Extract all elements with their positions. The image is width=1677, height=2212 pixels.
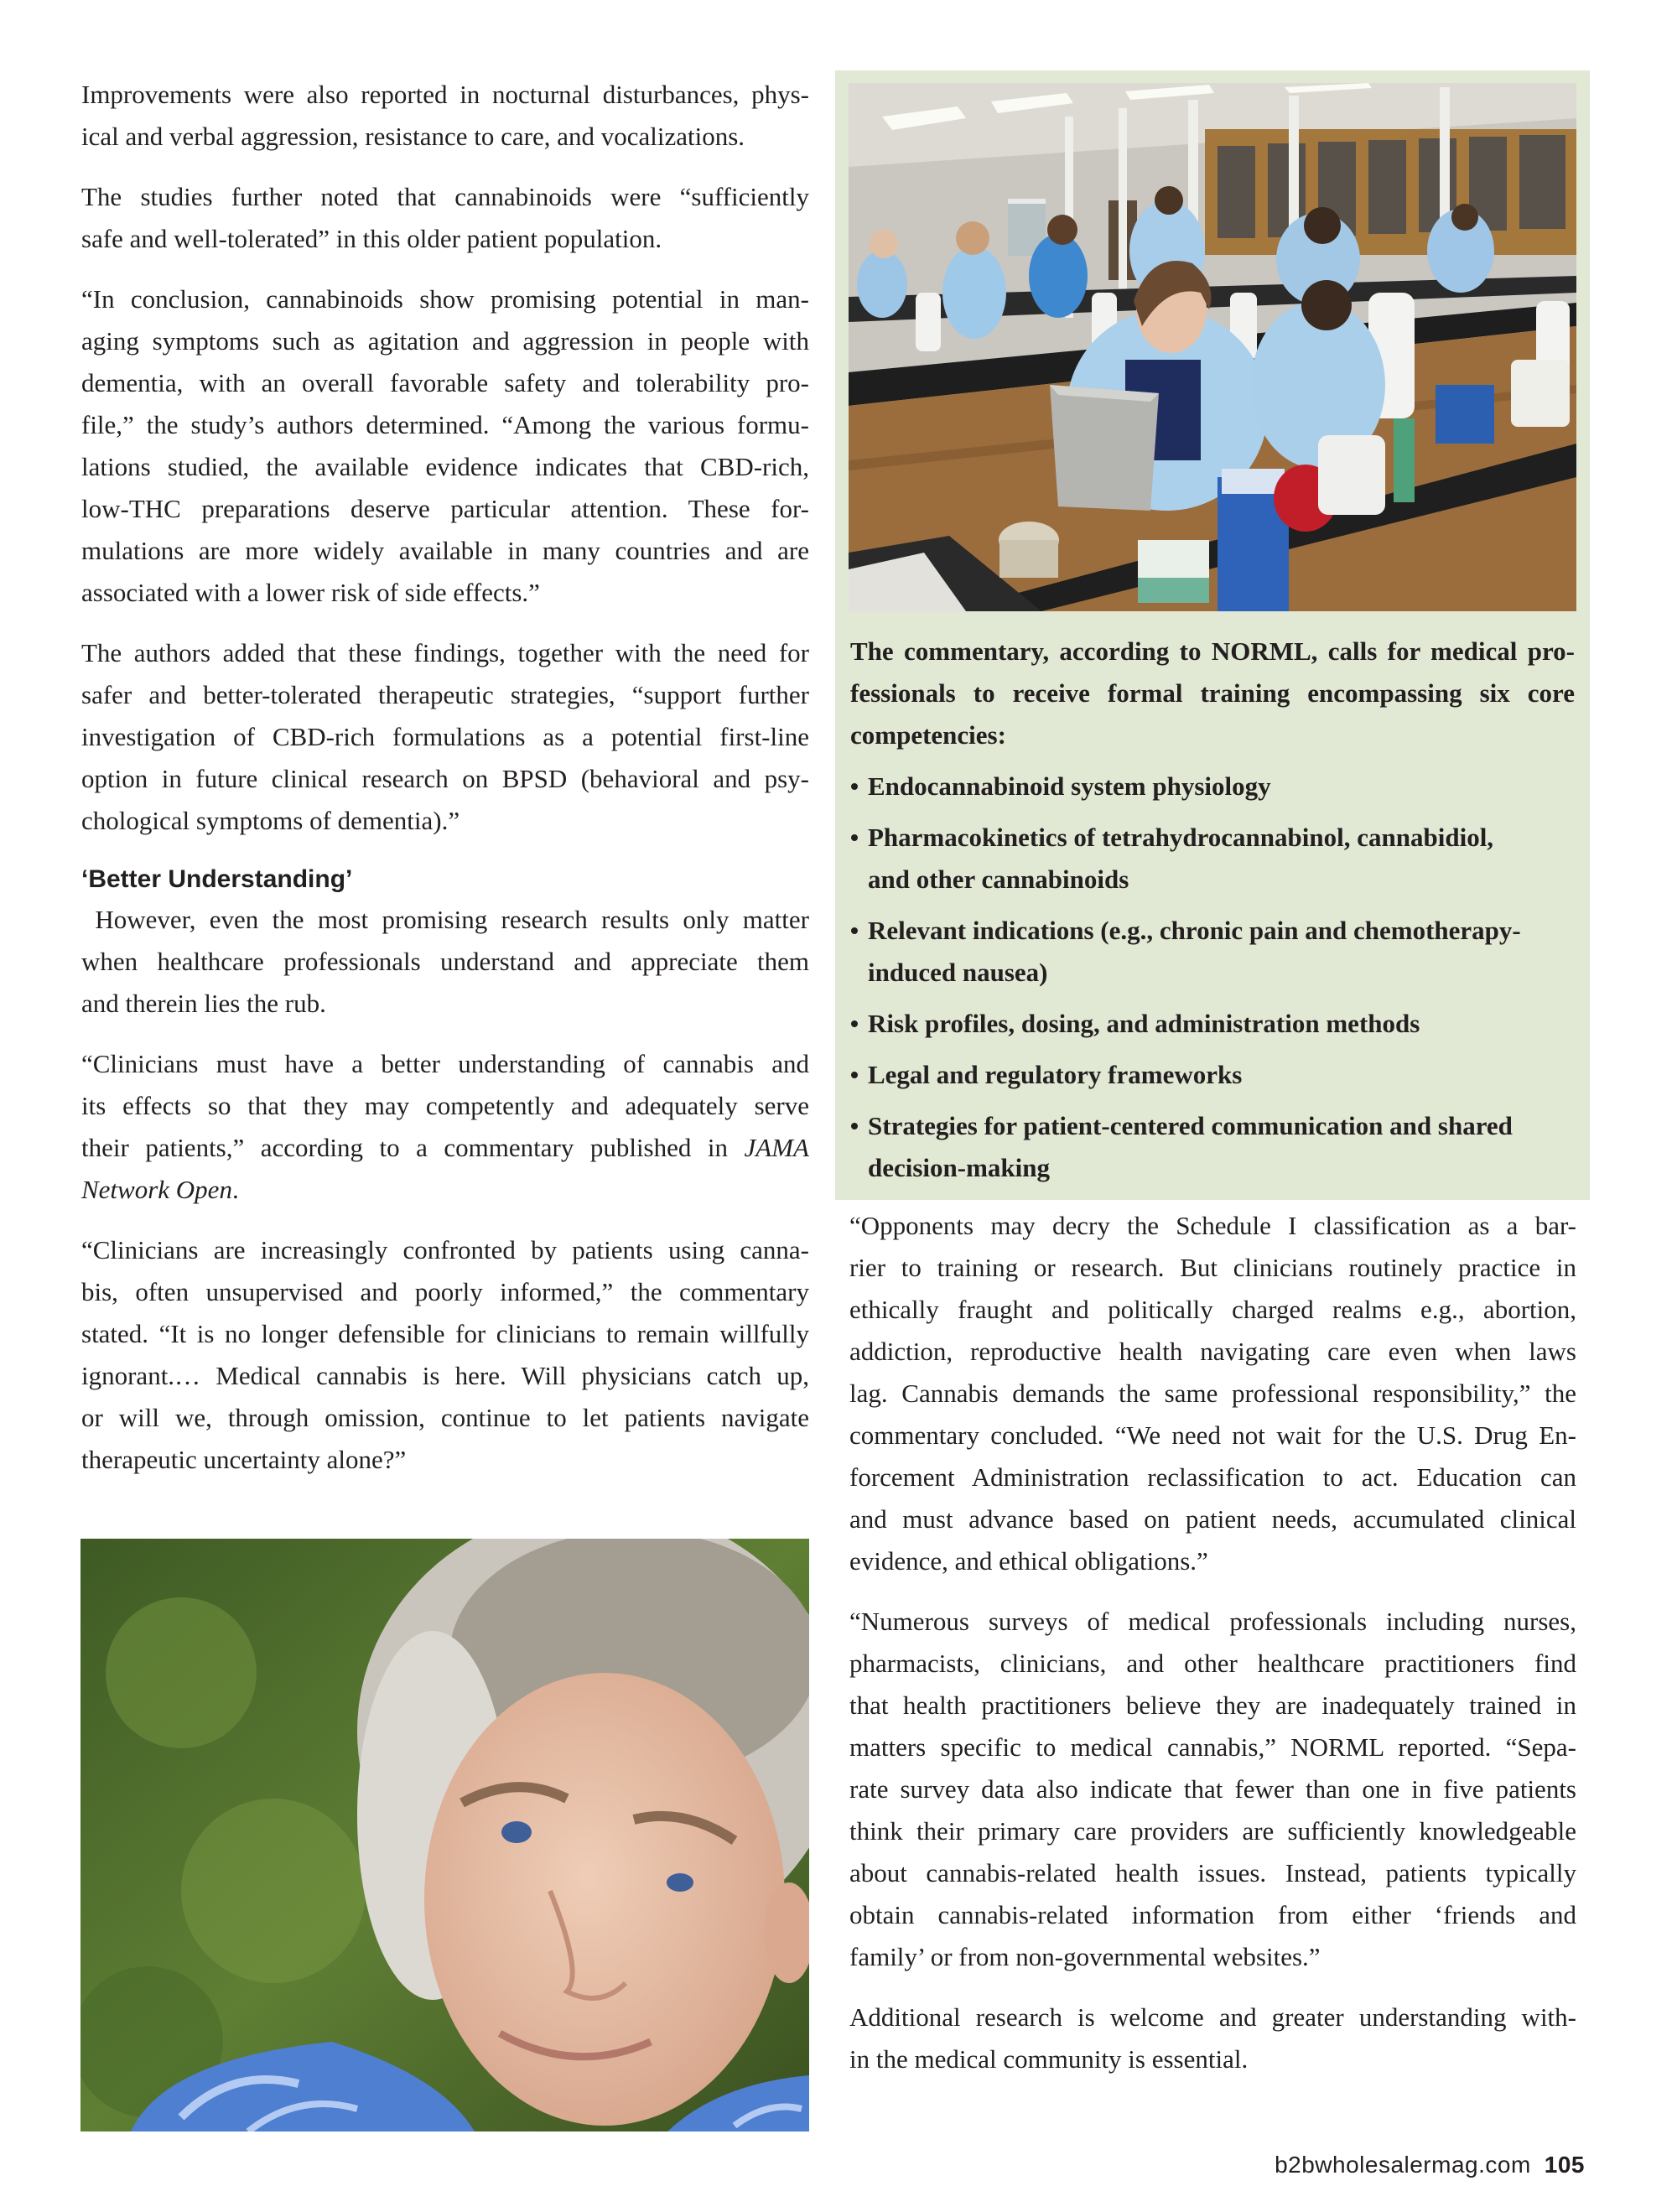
- bullet-icon: [851, 834, 858, 841]
- line-text: and other cannabinoids: [868, 865, 1129, 894]
- text-line: [849, 1247, 1576, 1289]
- line-text: think their primary care providers are sufficiently knowledgeable: [849, 1816, 1576, 1846]
- line-text: lag. Cannabis demands the same professional responsibility,” the: [849, 1379, 1576, 1408]
- line-text: lations studied, the available evidence indicates that CBD-rich,: [81, 452, 809, 481]
- text-line: [81, 1271, 809, 1313]
- text-line: [81, 674, 809, 716]
- portrait-background-shape: [181, 1799, 366, 1983]
- paragraph: [81, 74, 809, 158]
- line-text: Pharmacokinetics of tetrahydrocannabinol, cannabidiol,: [868, 823, 1494, 852]
- line-text: Improvements were also reported in nocturnal disturbances, phys-: [81, 80, 809, 109]
- line-text: associated with a lower risk of side effects.”: [81, 578, 540, 607]
- bullet-icon: [851, 1123, 858, 1129]
- text-line: [849, 1498, 1576, 1540]
- left-column: [81, 74, 809, 1481]
- text-line: [850, 672, 1575, 714]
- line-text: about cannabis-related health issues. Instead, patients typically: [849, 1858, 1576, 1887]
- text-line: [81, 530, 809, 572]
- text-line: [81, 941, 809, 983]
- right-column: [849, 1205, 1576, 2080]
- lab-back-students-shape: [1304, 207, 1341, 244]
- magazine-website: b2bwholesalermag.com: [1275, 2152, 1531, 2178]
- line-text: rate survey data also indicate that fewer than one in five patients: [849, 1774, 1576, 1804]
- line-text: and therein lies the rub.: [81, 989, 326, 1018]
- text-line: [81, 74, 809, 116]
- text-line: [849, 1685, 1576, 1727]
- paragraph: [81, 176, 809, 260]
- lab-back-students-shape: [1451, 204, 1478, 231]
- lab-classroom-image: [849, 83, 1576, 611]
- text-line: [849, 1810, 1576, 1852]
- line-text: decision-making: [868, 1153, 1051, 1182]
- lab-cabinets-shape: [1368, 140, 1406, 234]
- line-text: therapeutic uncertainty alone?”: [81, 1445, 407, 1474]
- line-text: mulations are more widely available in many countries and are: [81, 536, 809, 565]
- line-text: fessionals to receive formal training encompassing six core: [850, 678, 1575, 708]
- lab-right-student-shape: [1301, 280, 1352, 330]
- text-line: [868, 817, 1575, 859]
- lab-back-students-shape: [1029, 234, 1088, 318]
- list-item: [850, 910, 1575, 994]
- line-text: file,” the study’s authors determined. “Among the various formu-: [81, 410, 809, 439]
- text-line: [81, 1397, 809, 1439]
- text-line: [81, 488, 809, 530]
- list-item: [850, 766, 1575, 807]
- lab-supplies-shape: [999, 540, 1058, 578]
- text-line: [81, 320, 809, 362]
- text-line: [81, 983, 809, 1025]
- line-text: “Clinicians are increasingly confronted by patients using canna-: [81, 1235, 809, 1264]
- text-line: [849, 1540, 1576, 1582]
- line-text: [81, 1127, 809, 1169]
- text-line: [868, 859, 1575, 901]
- line-text: aging symptoms such as agitation and aggression in people with: [81, 326, 809, 356]
- line-text: addiction, reproductive health navigating care even when laws: [849, 1337, 1576, 1366]
- lab-back-students-shape: [1155, 186, 1183, 215]
- line-text: obtain cannabis-related information from either ‘friends and: [849, 1900, 1576, 1929]
- text-line: [81, 446, 809, 488]
- lab-basket-shape: [1050, 385, 1159, 511]
- text-line: [850, 714, 1575, 756]
- text-line: [81, 1043, 809, 1085]
- line-text: Risk profiles, dosing, and administration methods: [868, 1009, 1420, 1038]
- text-line: [81, 278, 809, 320]
- bullet-icon: [851, 1020, 858, 1027]
- lab-supplies-shape: [1318, 435, 1385, 515]
- text-line: [81, 1085, 809, 1127]
- lab-cabinets-shape: [1218, 146, 1255, 238]
- line-text: matters specific to medical cannabis,” NORML reported. “Sepa-: [849, 1732, 1576, 1762]
- lab-basket: [1050, 385, 1159, 511]
- page-footer: [1275, 2150, 1585, 2180]
- text-line: [81, 572, 809, 614]
- text-line: [849, 1852, 1576, 1894]
- italic-text: JAMA: [744, 1133, 809, 1162]
- lab-supplies-shape: [1394, 418, 1415, 502]
- line-text: forcement Administration reclassification to act. Education can: [849, 1462, 1576, 1492]
- text-line: [81, 404, 809, 446]
- callout-text: [850, 631, 1575, 1189]
- line-text: or will we, through omission, continue to let patients navigate: [81, 1403, 809, 1432]
- paragraph: [81, 1229, 809, 1481]
- text-line: [81, 899, 809, 941]
- section-heading: ‘Better Understanding’: [81, 865, 353, 893]
- line-text: investigation of CBD-rich formulations as a potential first-line: [81, 722, 809, 751]
- line-text: safer and better-tolerated therapeutic strategies, “support further: [81, 680, 809, 709]
- line-text: chological symptoms of dementia).”: [81, 806, 460, 835]
- text-line: [868, 1105, 1575, 1147]
- line-text: bis, often unsupervised and poorly informed,” the commentary: [81, 1277, 809, 1306]
- line-text: Additional research is welcome and greater understanding with-: [849, 2002, 1576, 2032]
- bullet-icon: [851, 783, 858, 790]
- text-line: [849, 1601, 1576, 1643]
- paragraph: [849, 1205, 1576, 1582]
- text-line: [849, 1936, 1576, 1978]
- lab-classroom-photo: [849, 83, 1576, 611]
- line-text: induced nausea): [868, 958, 1048, 987]
- line-text: ethically fraught and politically charged realms e.g., abortion,: [849, 1295, 1576, 1324]
- text-line: [849, 1643, 1576, 1685]
- lab-back-students-shape: [956, 221, 989, 255]
- line-text: “Numerous surveys of medical professionals including nurses,: [849, 1607, 1576, 1636]
- line-text: in the medical community is essential.: [849, 2044, 1249, 2074]
- text-line: [81, 176, 809, 218]
- paragraph: [849, 1601, 1576, 1978]
- paragraph: [81, 278, 809, 614]
- text-line: [868, 952, 1575, 994]
- lab-cabinets-shape: [1519, 135, 1565, 229]
- text-line: [849, 2038, 1576, 2080]
- text-line: [849, 1768, 1576, 1810]
- lab-pillars-shape: [1119, 108, 1127, 301]
- text-run: .: [231, 1175, 239, 1204]
- text-line: [81, 758, 809, 800]
- text-line: [868, 910, 1575, 952]
- list-item: [850, 1105, 1575, 1189]
- text-line: [81, 1229, 809, 1271]
- text-line: [81, 1355, 809, 1397]
- line-text: commentary concluded. “We need not wait for the U.S. Drug En-: [849, 1420, 1576, 1450]
- bullet-icon: [851, 927, 858, 934]
- portrait-face-shape: [501, 1821, 532, 1843]
- text-line: [849, 1289, 1576, 1331]
- text-line: [849, 1205, 1576, 1247]
- line-text: option in future clinical research on BPSD (behavioral and psy-: [81, 764, 809, 793]
- text-line: [849, 1456, 1576, 1498]
- paragraph: [81, 899, 809, 1025]
- text-line: [849, 1331, 1576, 1373]
- paragraph: [850, 631, 1575, 756]
- line-text: Relevant indications (e.g., chronic pain and chemotherapy-: [868, 916, 1521, 945]
- portrait-background-shape: [106, 1597, 257, 1748]
- line-text: its effects so that they may competently and adequately serve: [81, 1091, 809, 1120]
- elderly-woman-photo: [80, 1539, 809, 2132]
- paragraph: [81, 1043, 809, 1211]
- line-text: competencies:: [850, 720, 1006, 750]
- line-text: Strategies for patient-centered communication and shared: [868, 1111, 1513, 1140]
- text-line: [81, 1439, 809, 1481]
- text-line: [81, 1127, 809, 1169]
- list-item: [850, 1054, 1575, 1096]
- lab-supplies-shape: [1138, 578, 1209, 603]
- text-line: [850, 631, 1575, 672]
- line-text: low-THC preparations deserve particular attention. These for-: [81, 494, 809, 523]
- text-line: [81, 632, 809, 674]
- lab-back-students-shape: [870, 230, 898, 258]
- lab-cabinets: [1205, 129, 1576, 255]
- line-text: family’ or from non-governmental websites.”: [849, 1942, 1321, 1971]
- line-text: when healthcare professionals understand and appreciate them: [81, 947, 809, 976]
- line-text: The commentary, according to NORML, calls for medical pro-: [850, 636, 1575, 666]
- lab-microscopes-shape: [916, 293, 941, 351]
- line-text: However, even the most promising research results only matter: [81, 905, 809, 934]
- line-text: that health practitioners believe they are inadequately trained in: [849, 1690, 1576, 1720]
- text-line: [849, 1415, 1576, 1456]
- text-line: [81, 1169, 809, 1211]
- lab-back-students-shape: [1047, 215, 1077, 245]
- line-text: dementia, with an overall favorable safety and tolerability pro-: [81, 368, 809, 397]
- text-line: [849, 1373, 1576, 1415]
- page-number: 105: [1544, 2152, 1585, 2178]
- line-text: ignorant.… Medical cannabis is here. Will physicians catch up,: [81, 1361, 809, 1390]
- text-line: [81, 116, 809, 158]
- bullet-icon: [851, 1072, 858, 1078]
- text-line: [81, 1313, 809, 1355]
- text-line: [81, 800, 809, 842]
- line-text: The studies further noted that cannabinoids were “sufficiently: [81, 182, 809, 211]
- paragraph: [81, 632, 809, 842]
- line-text: “Opponents may decry the Schedule I classification as a bar-: [849, 1211, 1576, 1240]
- portrait-face-shape: [667, 1873, 693, 1892]
- line-text: evidence, and ethical obligations.”: [849, 1546, 1208, 1576]
- text-run: their patients,” according to a commentary published in: [81, 1133, 745, 1162]
- line-text: “In conclusion, cannabinoids show promising potential in man-: [81, 284, 809, 314]
- line-text: ical and verbal aggression, resistance to care, and vocalizations.: [81, 122, 745, 151]
- lab-back-students-shape: [942, 247, 1006, 339]
- text-line: [849, 1894, 1576, 1936]
- text-line: [868, 1054, 1575, 1096]
- line-text: [81, 1169, 239, 1211]
- lab-supplies-shape: [1436, 385, 1494, 444]
- text-line: [81, 362, 809, 404]
- paragraph: [849, 1997, 1576, 2080]
- text-line: [868, 1147, 1575, 1189]
- text-line: [868, 766, 1575, 807]
- list-item: [850, 817, 1575, 901]
- line-text: safe and well-tolerated” in this older patient population.: [81, 224, 662, 253]
- lab-window-shape: [1008, 199, 1046, 204]
- line-text: pharmacists, clinicians, and other healthcare practitioners find: [849, 1649, 1576, 1678]
- lab-supplies-shape: [1511, 360, 1570, 427]
- line-text: Legal and regulatory frameworks: [868, 1060, 1243, 1089]
- lab-back-students-shape: [857, 251, 907, 318]
- line-text: rier to training or research. But clinicians routinely practice in: [849, 1253, 1576, 1282]
- text-line: [849, 1727, 1576, 1768]
- elderly-woman-image: [80, 1539, 809, 2132]
- text-line: [81, 218, 809, 260]
- line-text: Endocannabinoid system physiology: [868, 771, 1271, 801]
- italic-text: Network Open: [81, 1175, 232, 1204]
- list-item: [850, 1003, 1575, 1045]
- line-text: “Clinicians must have a better understanding of cannabis and: [81, 1049, 809, 1078]
- text-line: [81, 716, 809, 758]
- line-text: and must advance based on patient needs, accumulated clinical: [849, 1504, 1576, 1534]
- line-text: stated. “It is no longer defensible for clinicians to remain willfully: [81, 1319, 809, 1348]
- competencies-list: [850, 766, 1575, 1189]
- line-text: The authors added that these findings, together with the need for: [81, 638, 809, 667]
- text-line: [868, 1003, 1575, 1045]
- text-line: [849, 1997, 1576, 2038]
